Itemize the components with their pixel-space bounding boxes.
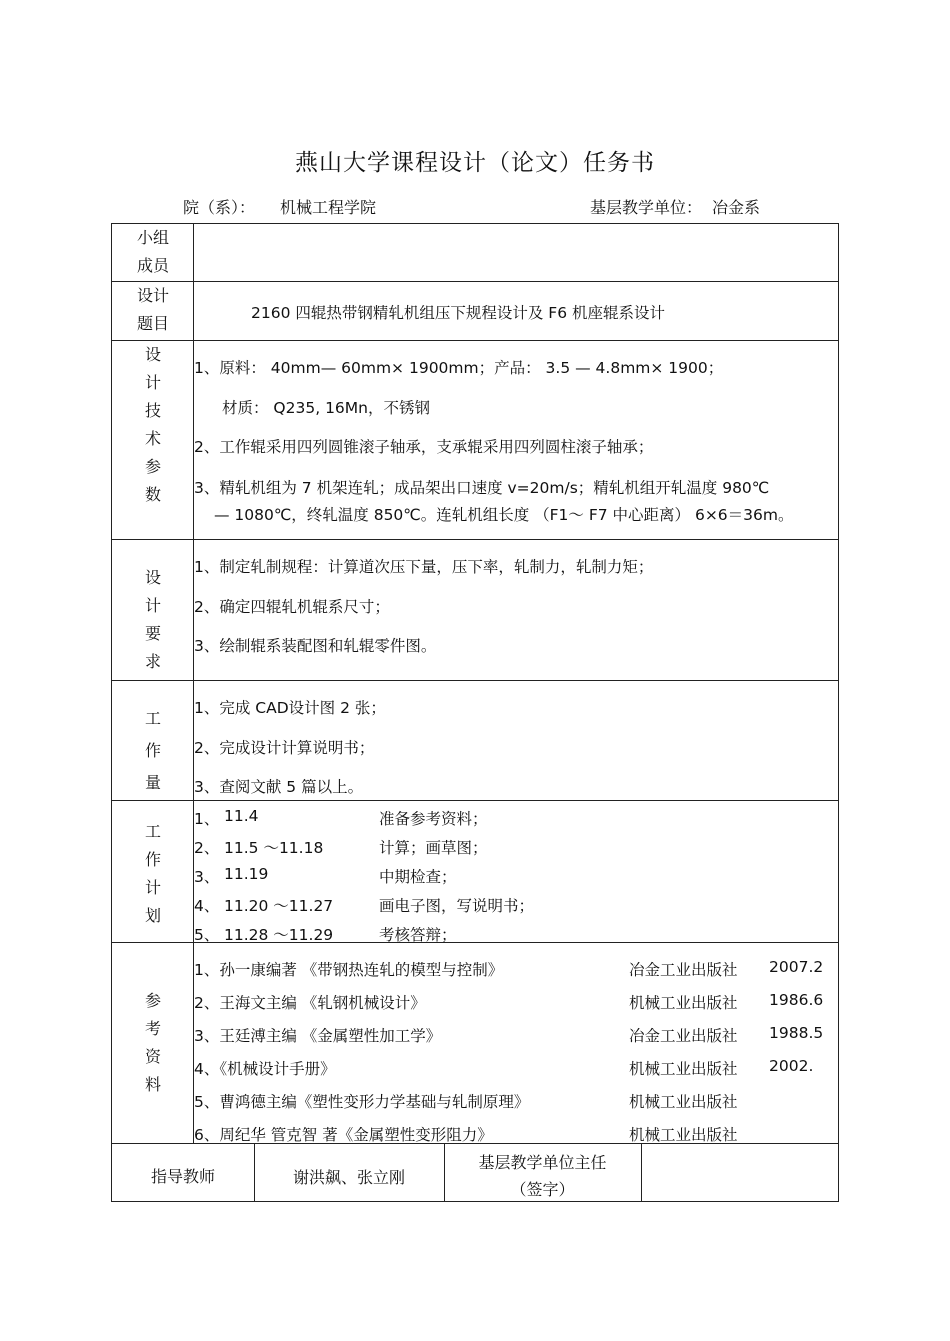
row-divider <box>112 680 838 681</box>
teaching-unit-label: 基层教学单位： <box>590 198 703 217</box>
plan-task: 准备参考资料； <box>379 810 488 828</box>
reference-publisher: 机械工业出版社 <box>629 1093 738 1111</box>
reference-entry: 4、《机械设计手册》 <box>194 1060 336 1078</box>
task-table <box>111 223 839 1144</box>
topic-content: 2160 四辊热带钢精轧机组压下规程设计及 F6 机座辊系设计 <box>251 304 666 322</box>
workload-label-char: 量 <box>144 773 161 792</box>
workload-label-char: 作 <box>144 741 161 760</box>
plan-date: 11.5 ～11.18 <box>224 839 324 857</box>
references-label-char: 参 <box>144 991 161 1010</box>
reference-publisher: 冶金工业出版社 <box>629 961 738 979</box>
references-label-char: 考 <box>144 1019 161 1038</box>
topic-label <box>112 282 194 338</box>
signature-table <box>111 1143 839 1202</box>
page-title: 燕山大学课程设计（论文）任务书 <box>295 150 655 176</box>
params-line: 2、工作辊采用四列圆锥滚子轴承，支承辊采用四列圆柱滚子轴承； <box>194 438 654 456</box>
plan-label-char: 计 <box>144 878 161 897</box>
reference-publisher: 冶金工业出版社 <box>629 1027 738 1045</box>
references-label-char: 资 <box>144 1047 161 1066</box>
params-line: 3、精轧机组为 7 机架连轧；成品架出口速度 v=20m/s；精轧机组开轧温度 980℃ <box>194 479 770 497</box>
plan-num: 5、 <box>194 926 220 944</box>
params-line: — 1080℃，终轧温度 850℃。连轧机组长度 （F1～ F7 中心距离） 6×6＝36m。 <box>214 506 794 524</box>
members-label <box>112 224 194 280</box>
plan-task: 画电子图，写说明书； <box>379 897 535 915</box>
plan-label-char: 工 <box>144 822 161 841</box>
plan-date: 11.20 ～11.27 <box>224 897 334 915</box>
members-label-line: 小组 <box>136 228 169 247</box>
signature-divider <box>641 1144 642 1201</box>
plan-num: 3、 <box>194 868 220 886</box>
plan-date: 11.4 <box>224 807 259 825</box>
reference-year: 1988.5 <box>769 1024 824 1042</box>
department-label: 院（系）： <box>183 198 256 217</box>
unit-head-label: 基层教学单位主任 <box>478 1153 607 1172</box>
workload-label <box>112 703 194 799</box>
reference-year: 2002. <box>769 1057 814 1075</box>
params-line: 1、原料： 40mm— 60mm× 1900mm；产品： 3.5 — 4.8mm× 1900； <box>194 359 724 377</box>
requirements-label-char: 计 <box>144 596 161 615</box>
references-label-char: 料 <box>144 1075 161 1094</box>
params-line: 材质： Q235, 16Mn，不锈钢 <box>222 399 430 417</box>
requirements-label-char: 设 <box>144 568 161 587</box>
teaching-unit-value: 冶金系 <box>712 198 761 217</box>
members-label-line: 成员 <box>136 256 169 275</box>
params-label-char: 数 <box>144 485 161 504</box>
reference-year: 2007.2 <box>769 958 824 976</box>
row-divider <box>112 281 838 282</box>
reference-publisher: 机械工业出版社 <box>629 994 738 1012</box>
workload-line: 1、完成 CAD设计图 2 张； <box>194 699 386 717</box>
reference-entry: 3、王廷溥主编 《金属塑性加工学》 <box>194 1027 442 1045</box>
department-value: 机械工程学院 <box>280 198 377 217</box>
row-divider <box>112 539 838 540</box>
requirements-line: 1、制定轧制规程：计算道次压下量，压下率，轧制力，轧制力矩； <box>194 558 654 576</box>
requirements-label-char: 求 <box>144 652 161 671</box>
reference-entry: 6、周纪华 管克智 著《金属塑性变形阻力》 <box>194 1126 493 1144</box>
topic-label-line: 题目 <box>136 314 169 333</box>
reference-entry: 1、孙一康编著 《带钢热连轧的模型与控制》 <box>194 961 504 979</box>
requirements-line: 2、确定四辊轧机辊系尺寸； <box>194 598 390 616</box>
plan-date: 11.19 <box>224 865 269 883</box>
plan-task: 中期检查； <box>379 868 457 886</box>
plan-num: 2、 <box>194 839 220 857</box>
workload-label-char: 工 <box>144 709 161 728</box>
requirements-line: 3、绘制辊系装配图和轧辊零件图。 <box>194 637 437 655</box>
workload-line: 2、完成设计计算说明书； <box>194 739 375 757</box>
params-label-char: 技 <box>144 401 161 420</box>
plan-label-char: 作 <box>144 850 161 869</box>
reference-entry: 2、王海文主编 《轧钢机械设计》 <box>194 994 426 1012</box>
advisor-label: 指导教师 <box>150 1167 215 1186</box>
params-label <box>112 341 194 509</box>
unit-head-sign-note: （签字） <box>510 1180 575 1199</box>
params-label-char: 设 <box>144 345 161 364</box>
plan-label <box>112 818 194 930</box>
plan-label-char: 划 <box>144 906 161 925</box>
plan-task: 考核答辩； <box>379 926 457 944</box>
plan-num: 1、 <box>194 810 220 828</box>
plan-date: 11.28 ～11.29 <box>224 926 334 944</box>
params-label-char: 参 <box>144 457 161 476</box>
row-divider <box>112 942 838 943</box>
reference-publisher: 机械工业出版社 <box>629 1060 738 1078</box>
reference-entry: 5、曹鸿德主编《塑性变形力学基础与轧制原理》 <box>194 1093 530 1111</box>
plan-task: 计算；画草图； <box>379 839 488 857</box>
advisor-value: 谢洪飙、张立刚 <box>292 1168 405 1187</box>
reference-year: 1986.6 <box>769 991 824 1009</box>
references-label <box>112 987 194 1099</box>
row-divider <box>112 340 838 341</box>
plan-num: 4、 <box>194 897 220 915</box>
params-label-char: 计 <box>144 373 161 392</box>
requirements-label-char: 要 <box>144 624 161 643</box>
row-divider <box>112 800 838 801</box>
workload-line: 3、查阅文献 5 篇以上。 <box>194 778 364 796</box>
params-label-char: 术 <box>144 429 161 448</box>
reference-publisher: 机械工业出版社 <box>629 1126 738 1144</box>
topic-label-line: 设计 <box>136 286 169 305</box>
requirements-label <box>112 564 194 676</box>
